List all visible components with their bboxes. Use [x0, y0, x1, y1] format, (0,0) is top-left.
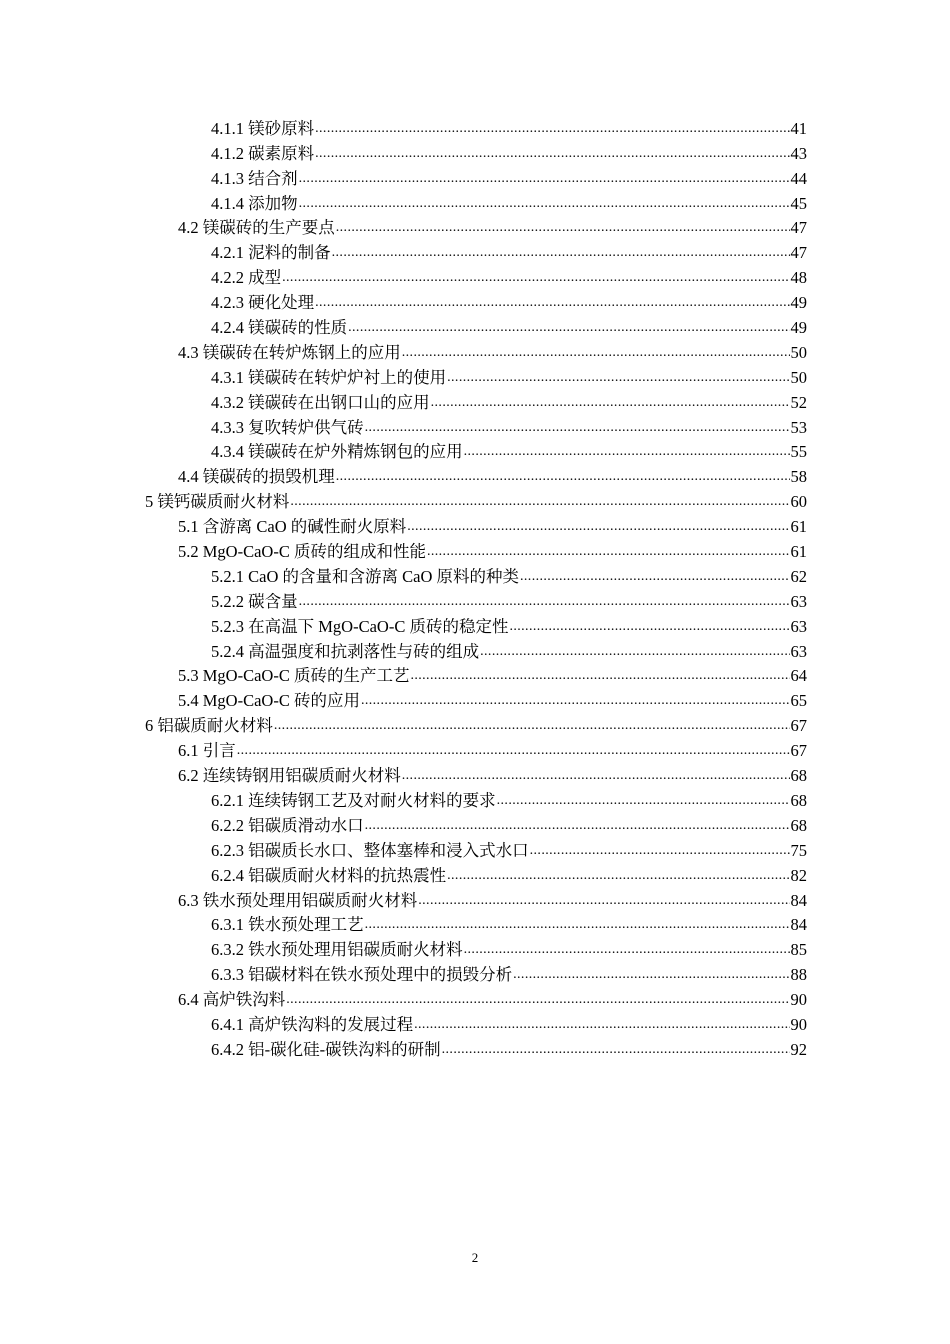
toc-entry-title: 6.4.1 高炉铁沟料的发展过程	[211, 1014, 414, 1034]
dot-leader	[237, 741, 790, 761]
toc-entry[interactable]	[0, 736, 807, 761]
toc-entry-page-number: 52	[790, 392, 807, 412]
toc-entry-page-number: 85	[790, 940, 807, 960]
toc-entry-page-number: 64	[790, 666, 807, 686]
toc-entry-title: 4.1.2 碳素原料	[211, 143, 315, 163]
dot-leader	[497, 791, 790, 811]
dot-leader	[509, 617, 789, 637]
dot-leader	[464, 940, 790, 960]
toc-entry-page-number: 53	[790, 417, 807, 437]
toc-entry-page-number: 65	[790, 691, 807, 711]
toc-entry-title: 4.1.3 结合剂	[211, 168, 298, 188]
dot-leader	[286, 990, 789, 1010]
dot-leader	[336, 218, 790, 238]
toc-entry[interactable]	[0, 388, 807, 413]
dot-leader	[365, 915, 790, 935]
toc-entry[interactable]	[0, 263, 807, 288]
dot-leader	[410, 666, 789, 686]
toc-entry[interactable]	[0, 438, 807, 463]
toc-entry-title: 4.1.4 添加物	[211, 193, 298, 213]
toc-entry[interactable]	[0, 786, 807, 811]
toc-entry[interactable]	[0, 985, 807, 1010]
toc-entry[interactable]	[0, 139, 807, 164]
toc-entry-page-number: 55	[790, 442, 807, 462]
dot-leader	[447, 368, 789, 388]
dot-leader	[290, 492, 789, 512]
toc-entry[interactable]	[0, 537, 807, 562]
dot-leader	[365, 418, 790, 438]
toc-entry[interactable]	[0, 189, 807, 214]
dot-leader	[418, 891, 789, 911]
toc-entry-title: 4.1.1 镁砂原料	[211, 118, 315, 138]
toc-entry-page-number: 92	[790, 1039, 807, 1059]
toc-entry[interactable]	[0, 338, 807, 363]
toc-entry[interactable]	[0, 114, 807, 139]
toc-entry-title: 5.3 MgO-CaO-C 质砖的生产工艺	[178, 666, 410, 686]
toc-entry-page-number: 60	[790, 492, 807, 512]
toc-entry-title: 4.3.2 镁碳砖在出钢口山的应用	[211, 392, 430, 412]
dot-leader	[336, 467, 790, 487]
toc-entry-page-number: 67	[790, 716, 807, 736]
toc-entry[interactable]	[0, 637, 807, 662]
toc-entry[interactable]	[0, 711, 807, 736]
toc-entry-page-number: 47	[790, 243, 807, 263]
toc-entry-title: 6.4.2 铝-碳化硅-碳铁沟料的研制	[211, 1039, 441, 1059]
dot-leader	[407, 517, 789, 537]
toc-entry[interactable]	[0, 587, 807, 612]
dot-leader	[365, 816, 790, 836]
toc-entry-page-number: 68	[790, 766, 807, 786]
dot-leader	[431, 393, 790, 413]
toc-entry-title: 5.2.1 CaO 的含量和含游离 CaO 原料的种类	[211, 566, 519, 586]
dot-leader	[480, 642, 789, 662]
dot-leader	[282, 268, 789, 288]
dot-leader	[530, 841, 790, 861]
toc-entry[interactable]	[0, 487, 807, 512]
toc-entry-title: 6.2.3 铝碳质长水口、整体塞棒和浸入式水口	[211, 840, 529, 860]
toc-entry-title: 5.2.3 在高温下 MgO-CaO-C 质砖的稳定性	[211, 616, 509, 636]
toc-entry-page-number: 88	[790, 965, 807, 985]
toc-entry[interactable]	[0, 911, 807, 936]
dot-leader	[315, 293, 789, 313]
toc-entry-title: 6.4 高炉铁沟料	[178, 990, 286, 1010]
toc-entry[interactable]	[0, 214, 807, 239]
toc-entry-title: 6.3.1 铁水预处理工艺	[211, 915, 364, 935]
toc-entry-title: 4.3 镁碳砖在转炉炼钢上的应用	[178, 342, 401, 362]
toc-entry[interactable]	[0, 164, 807, 189]
dot-leader	[299, 169, 790, 189]
toc-entry-title: 4.2.3 硬化处理	[211, 293, 315, 313]
toc-entry[interactable]	[0, 612, 807, 637]
dot-leader	[274, 716, 790, 736]
toc-entry[interactable]	[0, 288, 807, 313]
toc-entry-title: 6.3.3 铝碳材料在铁水预处理中的损毁分析	[211, 965, 513, 985]
toc-entry[interactable]	[0, 512, 807, 537]
toc-entry-page-number: 84	[790, 890, 807, 910]
dot-leader	[348, 318, 789, 338]
toc-entry-page-number: 61	[790, 542, 807, 562]
toc-entry[interactable]	[0, 861, 807, 886]
toc-entry-title: 6.2.4 铝碳质耐火材料的抗热震性	[211, 865, 447, 885]
toc-entry[interactable]	[0, 313, 807, 338]
toc-entry-title: 4.3.3 复吹转炉供气砖	[211, 417, 364, 437]
toc-entry-page-number: 63	[790, 616, 807, 636]
toc-entry-title: 6.2.1 连续铸钢工艺及对耐火材料的要求	[211, 790, 496, 810]
toc-entry[interactable]	[0, 238, 807, 263]
toc-entry[interactable]	[0, 1035, 807, 1060]
toc-entry-title: 5.4 MgO-CaO-C 砖的应用	[178, 691, 360, 711]
toc-entry-title: 5.2.4 高温强度和抗剥落性与砖的组成	[211, 641, 480, 661]
toc-entry-page-number: 61	[790, 517, 807, 537]
toc-entry-title: 6.2.2 铝碳质滑动水口	[211, 815, 364, 835]
toc-entry[interactable]	[0, 836, 807, 861]
toc-entry[interactable]	[0, 662, 807, 687]
toc-entry-title: 5 镁钙碳质耐火材料	[145, 492, 290, 512]
toc-entry-title: 5.1 含游离 CaO 的碱性耐火原料	[178, 517, 407, 537]
toc-entry-page-number: 62	[790, 566, 807, 586]
toc-entry[interactable]	[0, 761, 807, 786]
toc-entry-page-number: 67	[790, 741, 807, 761]
toc-entry-page-number: 90	[790, 990, 807, 1010]
dot-leader	[315, 119, 789, 139]
toc-entry-title: 6 铝碳质耐火材料	[145, 716, 273, 736]
toc-entry-page-number: 49	[790, 293, 807, 313]
toc-entry-page-number: 82	[790, 865, 807, 885]
toc-entry-title: 5.2.2 碳含量	[211, 591, 298, 611]
toc-entry-title: 4.3.1 镁碳砖在转炉炉衬上的使用	[211, 367, 447, 387]
toc-entry-title: 4.2.2 成型	[211, 268, 282, 288]
toc-entry[interactable]	[0, 1010, 807, 1035]
dot-leader	[427, 542, 790, 562]
toc-entry-page-number: 68	[790, 790, 807, 810]
toc-entry-page-number: 75	[790, 840, 807, 860]
toc-entry-page-number: 43	[790, 143, 807, 163]
toc-entry[interactable]	[0, 562, 807, 587]
dot-leader	[361, 691, 790, 711]
toc-entry-page-number: 47	[790, 218, 807, 238]
toc-entry[interactable]	[0, 686, 807, 711]
toc-entry-page-number: 63	[790, 591, 807, 611]
toc-entry-page-number: 63	[790, 641, 807, 661]
toc-entry-title: 6.3.2 铁水预处理用铝碳质耐火材料	[211, 940, 463, 960]
toc-entry[interactable]	[0, 886, 807, 911]
dot-leader	[464, 442, 790, 462]
page-number: 2	[471, 1250, 479, 1265]
toc-entry-page-number: 50	[790, 367, 807, 387]
toc-entry[interactable]	[0, 363, 807, 388]
toc-entry-page-number: 45	[790, 193, 807, 213]
toc-entry-title: 6.1 引言	[178, 741, 236, 761]
dot-leader	[402, 766, 790, 786]
toc-entry[interactable]	[0, 960, 807, 985]
toc-entry-page-number: 44	[790, 168, 807, 188]
dot-leader	[332, 243, 790, 263]
toc-entry-title: 4.3.4 镁碳砖在炉外精炼钢包的应用	[211, 442, 463, 462]
toc-entry-page-number: 48	[790, 268, 807, 288]
toc-entry-page-number: 84	[790, 915, 807, 935]
toc-entry-title: 4.2.1 泥料的制备	[211, 243, 331, 263]
dot-leader	[520, 567, 790, 587]
dot-leader	[513, 965, 789, 985]
dot-leader	[442, 1040, 790, 1060]
toc-entry-title: 6.3 铁水预处理用铝碳质耐火材料	[178, 890, 418, 910]
toc-entry-title: 6.2 连续铸钢用铝碳质耐火材料	[178, 766, 401, 786]
toc-entry-page-number: 68	[790, 815, 807, 835]
toc-entry-title: 4.4 镁碳砖的损毁机理	[178, 467, 335, 487]
toc-entry[interactable]	[0, 935, 807, 960]
toc-entry-title: 4.2 镁碳砖的生产要点	[178, 218, 335, 238]
dot-leader	[414, 1015, 789, 1035]
toc-entry-page-number: 49	[790, 318, 807, 338]
toc-entry-page-number: 90	[790, 1014, 807, 1034]
toc-entry-title: 5.2 MgO-CaO-C 质砖的组成和性能	[178, 542, 426, 562]
table-of-contents	[0, 114, 950, 1060]
dot-leader	[402, 343, 790, 363]
toc-entry[interactable]	[0, 811, 807, 836]
dot-leader	[447, 866, 789, 886]
toc-entry-page-number: 58	[790, 467, 807, 487]
toc-entry-page-number: 41	[790, 118, 807, 138]
toc-entry-title: 4.2.4 镁碳砖的性质	[211, 318, 348, 338]
dot-leader	[315, 144, 789, 164]
toc-entry-page-number: 50	[790, 342, 807, 362]
toc-entry[interactable]	[0, 413, 807, 438]
toc-entry[interactable]	[0, 462, 807, 487]
dot-leader	[299, 194, 790, 214]
dot-leader	[299, 592, 790, 612]
